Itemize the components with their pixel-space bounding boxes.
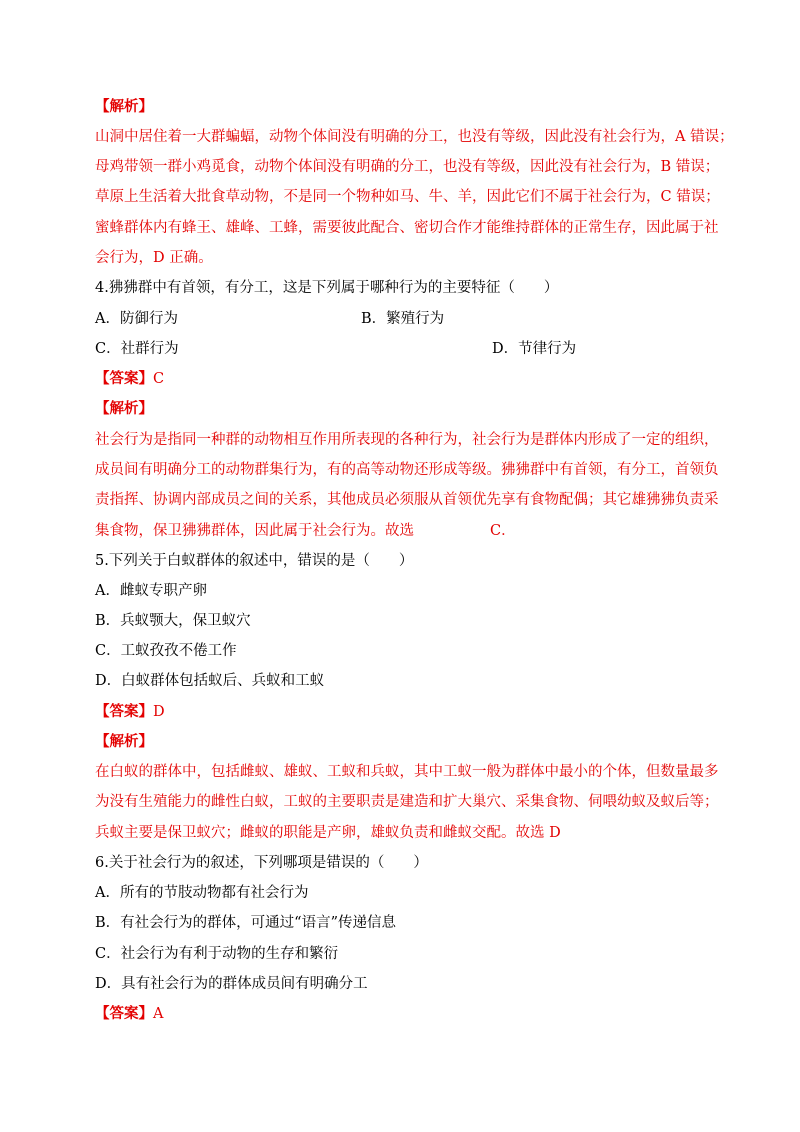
answer-value: D — [153, 704, 165, 720]
question-stem: 4.狒狒群中有首领，有分工，这是下列属于哪种行为的主要特征（ ） — [95, 280, 559, 296]
answer-line — [95, 370, 164, 388]
answer-value: C — [153, 371, 165, 387]
analysis-label: 【解析】 — [95, 98, 153, 115]
answer-label: 【答案】 — [95, 1005, 153, 1022]
analysis-label: 【解析】 — [95, 733, 153, 750]
analysis-line: 母鸡带领一群小鸡觅食，动物个体间没有明确的分工，也没有等级，因此没有社会行为，B 错误； — [95, 159, 720, 175]
answer-line — [95, 703, 165, 721]
analysis-line: 责指挥、协调内部成员之间的关系，其他成员必须服从首领优先享有食物配偶；其它雄狒狒负责采 — [95, 492, 719, 508]
question-stem: 5.下列关于白蚁群体的叙述中，错误的是（ ） — [95, 553, 414, 569]
option-c: C．社会行为有利于动物的生存和繁衍 — [95, 946, 339, 962]
answer-value: A — [153, 1006, 164, 1022]
option-d: D．具有社会行为的群体成员间有明确分工 — [95, 976, 368, 992]
analysis-line: 会行为，D 正确。 — [95, 250, 213, 266]
analysis-line: 兵蚁主要是保卫蚁穴；雌蚁的职能是产卵，雄蚁负责和雌蚁交配。故选 D — [95, 825, 561, 841]
option-b: B．兵蚁颚大，保卫蚁穴 — [95, 613, 251, 629]
analysis-line: 在白蚁的群体中，包括雌蚁、雄蚁、工蚁和兵蚁，其中工蚁一般为群体中最小的个体，但数量最多 — [95, 764, 719, 780]
option-b: B．繁殖行为 — [361, 311, 445, 327]
analysis-line: 蜜蜂群体内有蜂王、雄峰、工蜂，需要彼此配合、密切合作才能维持群体的正常生存，因此属于社 — [95, 220, 719, 236]
option-d: D．节律行为 — [492, 341, 577, 357]
analysis-line: 集食物，保卫狒狒群体，因此属于社会行为。故选 — [95, 523, 414, 539]
option-a: A．所有的节肢动物都有社会行为 — [95, 885, 309, 901]
analysis-line: 山洞中居住着一大群蝙蝠，动物个体间没有明确的分工，也没有等级，因此没有社会行为，A 错误； — [95, 129, 734, 145]
question-stem: 6.关于社会行为的叙述，下列哪项是错误的（ ） — [95, 855, 428, 871]
analysis-line: 草原上生活着大批食草动物，不是同一个物种如马、牛、羊，因此它们不属于社会行为，C 错误； — [95, 189, 720, 205]
option-b: B．有社会行为的群体，可通过“语言”传递信息 — [95, 915, 396, 931]
analysis-line: 成员间有明确分工的动物群集行为，有的高等动物还形成等级。狒狒群中有首领，有分工，首领负 — [95, 462, 719, 478]
analysis-label: 【解析】 — [95, 400, 153, 417]
analysis-line: 社会行为是指同一种群的动物相互作用所表现的各种行为，社会行为是群体内形成了一定的组织， — [95, 432, 719, 448]
analysis-line: 为没有生殖能力的雌性白蚁，工蚁的主要职责是建造和扩大巢穴、采集食物、伺喂幼蚁及蚁后等； — [95, 794, 719, 810]
option-a: A．防御行为 — [95, 311, 178, 327]
analysis-answer: C． — [490, 523, 516, 539]
option-a: A．雌蚁专职产卵 — [95, 583, 207, 599]
option-c: C．工蚁孜孜不倦工作 — [95, 643, 237, 659]
answer-label: 【答案】 — [95, 370, 153, 387]
answer-label: 【答案】 — [95, 703, 153, 720]
option-d: D．白蚁群体包括蚁后、兵蚁和工蚁 — [95, 673, 325, 689]
answer-line — [95, 1005, 163, 1023]
option-c: C．社群行为 — [95, 341, 179, 357]
